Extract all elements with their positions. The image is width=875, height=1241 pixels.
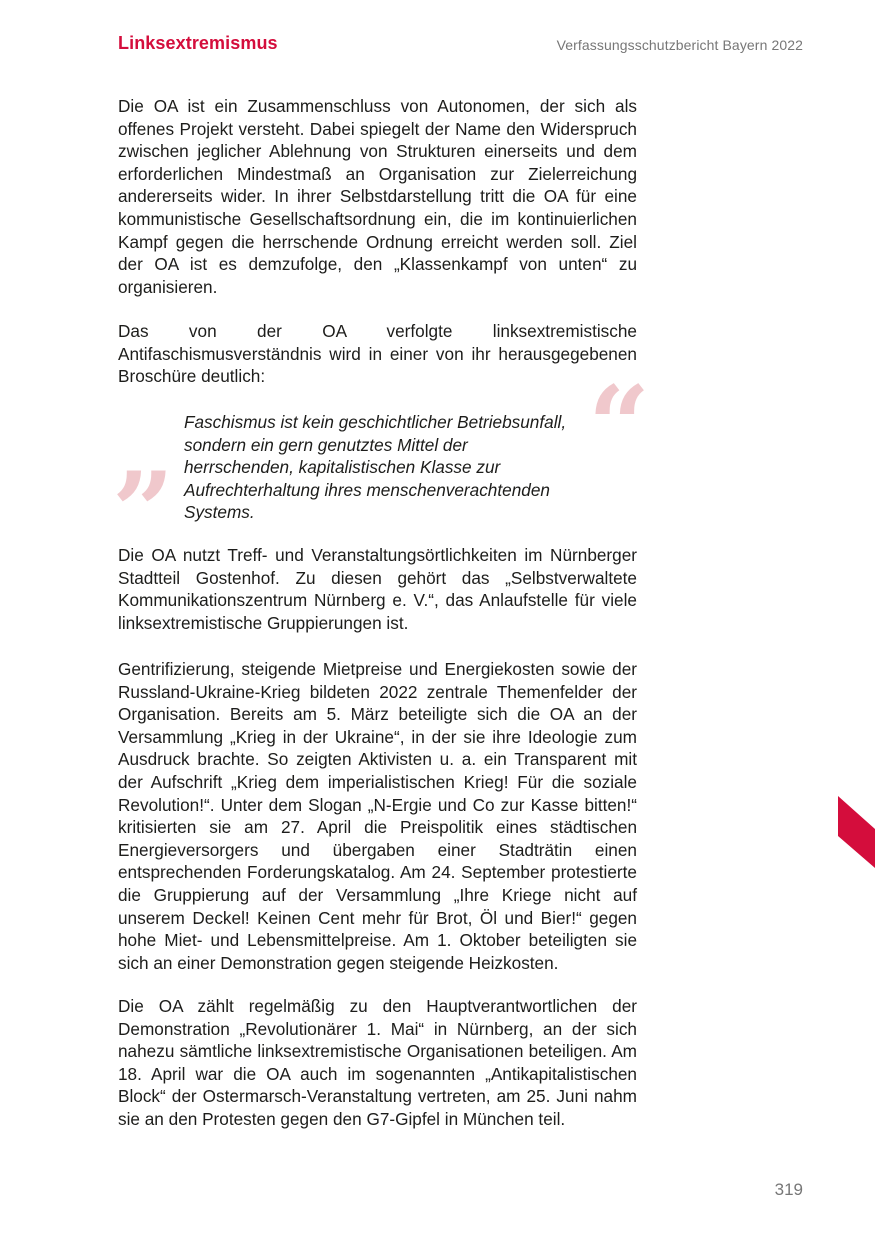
paragraph-demonstrations: Die OA zählt regelmäßig zu den Hauptverantwortlichen der Demonstration „Revolutionärer 1. Mai“ in Nürnberg, an der sich nahezu sämtliche linksextremistische Organisationen beteiligen. Am 18. April war die OA auch im sogenannten „Antikapitalistischen Block“ der Ostermarsch-Veranstaltung vertreten, am 25. Juni nahm sie an den Protesten gegen den G7-Gipfel in München teil. [118, 996, 637, 1129]
closing-quote-mark: ” [112, 449, 175, 575]
opening-quote-mark: “ [588, 363, 651, 489]
paragraph-topics: Gentrifizierung, steigende Mietpreise und Energiekosten sowie der Russland-Ukraine-Krieg bildeten 2022 zentrale Themenfelder der Organisation. Bereits am 5. März beteiligte sich die OA an der Versammlung „Krieg in der Ukraine“, in der sie ihre Ideologie zum Ausdruck brachte. So zeigten Aktivisten u. a. ein Transparent mit der Aufschrift „Krieg dem imperialistischen Krieg! Für die soziale Revolution!“. Unter dem Slogan „N-Ergie und Co zur Kasse bitten!“ kritisierten sie am 27. April die Preispolitik eines städtischen Energieversorgers und übergaben einer Stadträtin einen entsprechenden Forderungskatalog. Am 24. September protestierte die Gruppierung auf der Versammlung „Ihre Kriege nicht auf unserem Deckel! Keinen Cent mehr für Brot, Öl und Bier!“ gegen hohe Miet- und Lebensmittelpreise. Am 1. Oktober beteiligten sie sich an einer Demonstration gegen steigende Heizkosten. [118, 659, 637, 973]
block-quote: Faschismus ist kein geschichtlicher Betriebsunfall, sondern ein gern genutztes Mittel der herrschenden, kapitalistischen Klasse zur Aufrechterhaltung ihres menschenverachtenden Systems. [184, 412, 567, 523]
publication-title: Verfassungsschutzbericht Bayern 2022 [556, 37, 803, 53]
chapter-tab [838, 796, 875, 868]
paragraph-intro: Die OA ist ein Zusammenschluss von Autonomen, der sich als offenes Projekt versteht. Dabei spiegelt der Name den Widerspruch zwischen jeglicher Ablehnung von Strukturen einerseits und dem erforderlichen Mindestmaß an Organisation zur Zielerreichung andererseits wider. In ihrer Selbstdarstellung tritt die OA für eine kommunistische Gesellschaftsordnung ein, die im kontinuierlichen Kampf gegen die herrschende Ordnung erreicht werden soll. Ziel der OA ist es demzufolge, den „Klassenkampf von unten“ zu organisieren. [118, 96, 637, 297]
paragraph-locations: Die OA nutzt Treff- und Veranstaltungsörtlichkeiten im Nürnberger Stadtteil Gostenhof. Zu diesen gehört das „Selbstverwaltete Kommunikationszentrum Nürnberg e. V.“, das Anlaufstelle für viele linksextremistische Gruppierungen ist. [118, 545, 637, 633]
section-title: Linksextremismus [118, 33, 278, 53]
paragraph-antifa: Das von der OA verfolgte linksextremistische Antifaschismusverständnis wird in einer von ihr herausgegebenen Broschüre deutlich: [118, 321, 637, 387]
page-number: 319 [774, 1180, 803, 1199]
